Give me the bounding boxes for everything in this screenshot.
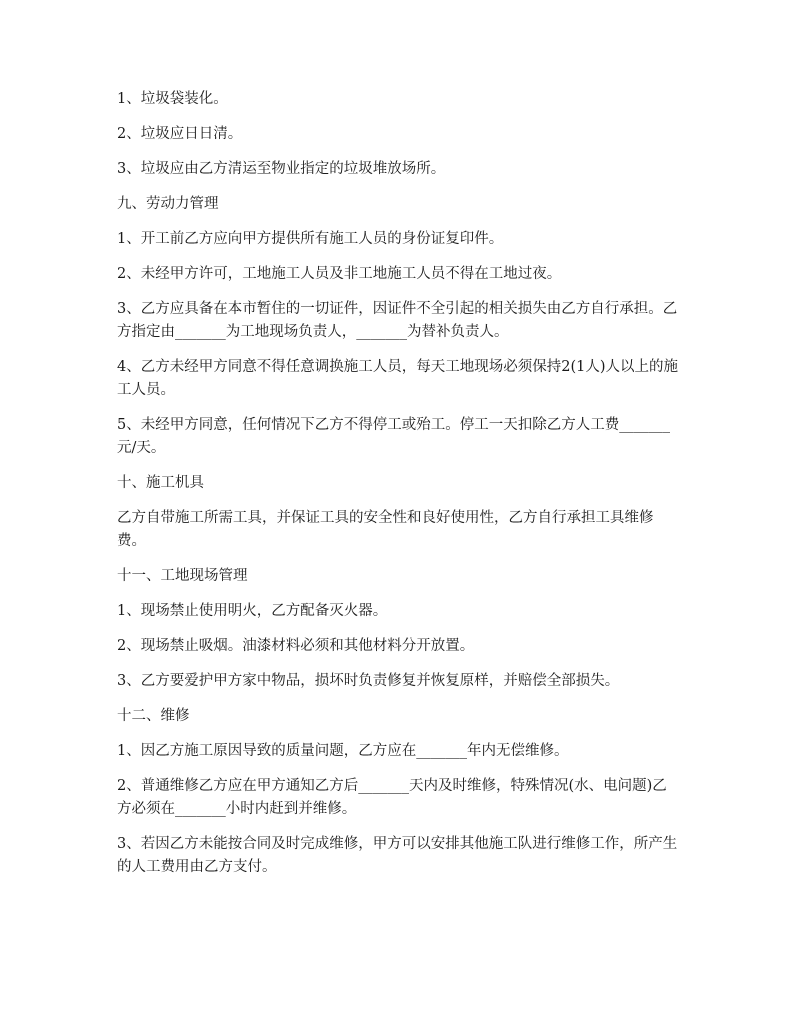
paragraph-labor-1: 1、开工前乙方应向甲方提供所有施工人员的身份证复印件。: [117, 231, 504, 247]
paragraph-labor-4: 4、乙方未经甲方同意不得任意调换施工人员，每天工地现场必须保持2(1人)人以上的施工人员。: [117, 359, 678, 398]
paragraph-site-3: 3、乙方要爱护甲方家中物品，损坏时负责修复并恢复原样，并赔偿全部损失。: [117, 673, 620, 689]
paragraph-garbage-1: 1、垃圾袋装化。: [117, 91, 228, 107]
paragraph-garbage-3: 3、垃圾应由乙方清运至物业指定的垃圾堆放场所。: [117, 161, 446, 177]
paragraph-site-2: 2、现场禁止吸烟。油漆材料必须和其他材料分开放置。: [117, 638, 475, 654]
document-body: [117, 88, 679, 891]
paragraph-garbage-2: 2、垃圾应日日清。: [117, 126, 243, 142]
paragraph-tools: 乙方自带施工所需工具，并保证工具的安全性和良好使用性，乙方自行承担工具维修费。: [117, 510, 654, 549]
paragraph-maintenance-2: 2、普通维修乙方应在甲方通知乙方后_______天内及时维修，特殊情况(水、电问题)乙方必须在_______小时内赶到并维修。: [117, 778, 667, 817]
paragraph-maintenance-3: 3、若因乙方未能按合同及时完成维修，甲方可以安排其他施工队进行维修工作，所产生的人工费用由乙方支付。: [117, 836, 678, 875]
section-heading-labor: 九、劳动力管理: [117, 196, 219, 212]
paragraph-site-1: 1、现场禁止使用明火，乙方配备灭火器。: [117, 603, 388, 619]
section-heading-maintenance: 十二、维修: [117, 708, 190, 724]
paragraph-labor-5: 5、未经甲方同意，任何情况下乙方不得停工或殆工。停工一天扣除乙方人工费_______元/天。: [117, 417, 670, 456]
paragraph-labor-2: 2、未经甲方许可，工地施工人员及非工地施工人员不得在工地过夜。: [117, 266, 562, 282]
paragraph-maintenance-1: 1、因乙方施工原因导致的质量问题，乙方应在_______年内无偿维修。: [117, 743, 569, 759]
paragraph-labor-3: 3、乙方应具备在本市暂住的一切证件，因证件不全引起的相关损失由乙方自行承担。乙方指定由_______为工地现场负责人，_______为替补负责人。: [117, 301, 678, 340]
section-heading-site-management: 十一、工地现场管理: [117, 568, 248, 584]
section-heading-tools: 十、施工机具: [117, 475, 204, 491]
